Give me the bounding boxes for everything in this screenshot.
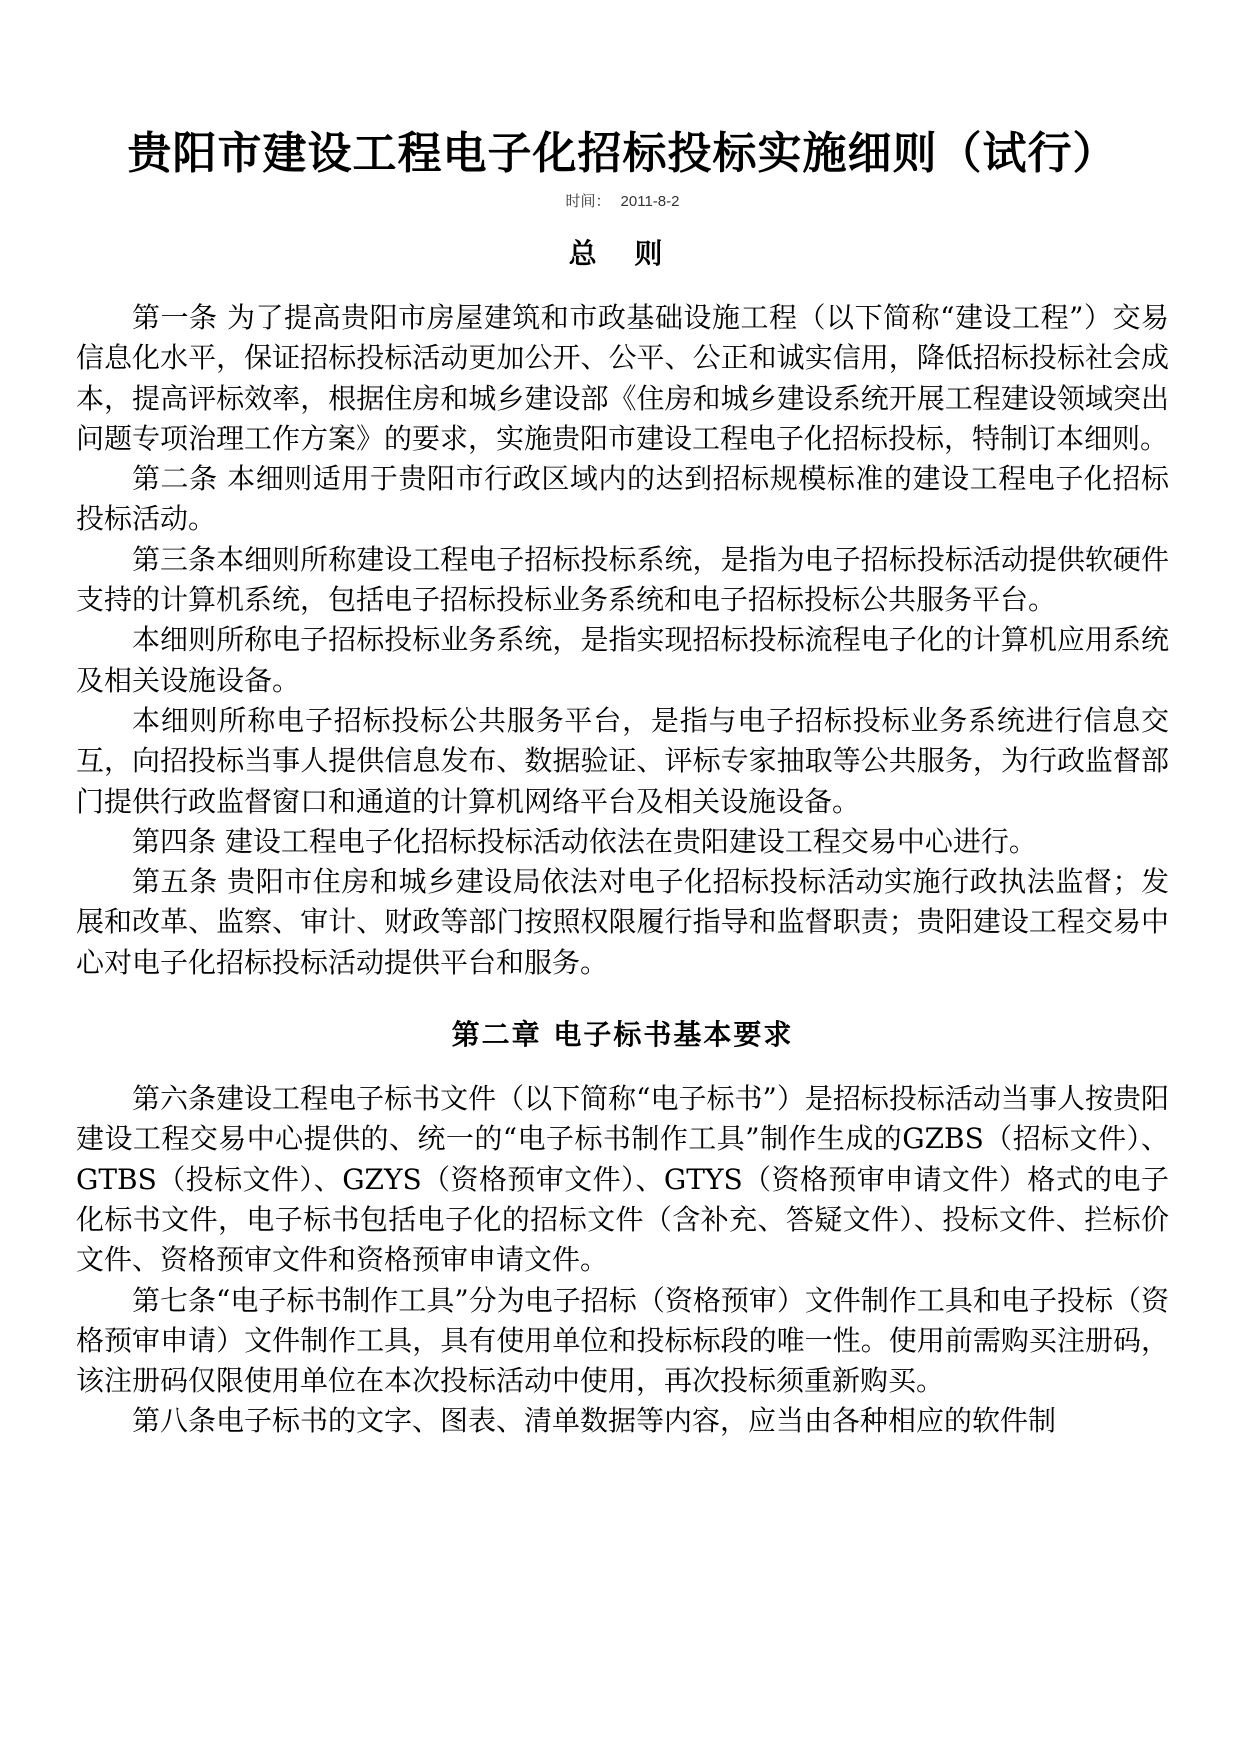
section-general-body [76, 298, 1169, 983]
date-value: 2011-8-2 [620, 193, 680, 210]
article-7-paragraph: 第七条“电子标书制作工具”分为电子招标（资格预审）文件制作工具和电子投标（资格预审申请）文件制作工具，具有使用单位和投标标段的唯一性。使用前需购买注册码，该注册码仅限使用单位在本次投标活动中使用，再次投标须重新购买。 [76, 1283, 1169, 1398]
document-date [76, 192, 1169, 212]
article-2-paragraph: 第二条 本细则适用于贵阳市行政区域内的达到招标规模标准的建设工程电子化招标投标活动。 [76, 462, 1169, 536]
business-system-definition-paragraph: 本细则所称电子招标投标业务系统，是指实现招标投标流程电子化的计算机应用系统及相关设施设备。 [76, 623, 1169, 697]
article-3-paragraph: 第三条本细则所称建设工程电子招标投标系统，是指为电子招标投标活动提供软硬件支持的计算机系统，包括电子招标投标业务系统和电子招标投标公共服务平台。 [76, 542, 1169, 617]
article-1-paragraph: 第一条 为了提高贵阳市房屋建筑和市政基础设施工程（以下简称“建设工程”）交易信息化水平，保证招标投标活动更加公开、公平、公正和诚实信用，降低招标投标社会成本，提高评标效率，根据住房和城乡建设部《住房和城乡建设系统开展工程建设领域突出问题专项治理工作方案》的要求，实施贵阳市建设工程电子化招标投标，特制订本细则。 [76, 301, 1169, 455]
section-heading-general: 总 则 [568, 237, 677, 270]
section-heading-chapter-2: 第二章 电子标书基本要求 [451, 1018, 794, 1052]
public-platform-definition-paragraph: 本细则所称电子招标投标公共服务平台，是指与电子招标投标业务系统进行信息交互，向招投标当事人提供信息发布、数据验证、评标专家抽取等公共服务，为行政监督部门提供行政监督窗口和通道的计算机网络平台及相关设施设备。 [76, 703, 1169, 818]
document-title: 贵阳市建设工程电子化招标投标实施细则（试行） [127, 128, 1118, 179]
article-6-paragraph: 第六条建设工程电子标书文件（以下简称“电子标书”）是招标投标活动当事人按贵阳建设工程交易中心提供的、统一的“电子标书制作工具”制作生成的GZBS（招标文件）、GTBS（投标文件）、GZYS（资格预审文件）、GTYS（资格预审申请文件）格式的电子化标书文件，电子标书包括电子化的招标文件（含补充、答疑文件）、投标文件、拦标价文件、资格预审文件和资格预审申请文件。 [76, 1082, 1169, 1277]
section-chapter-2-body [76, 1079, 1169, 1442]
article-5-paragraph: 第五条 贵阳市住房和城乡建设局依法对电子化招标投标活动实施行政执法监督；发展和改革、监察、审计、财政等部门按照权限履行指导和监督职责；贵阳建设工程交易中心对电子化招标投标活动提供平台和服务。 [76, 865, 1169, 979]
date-label: 时间： [565, 193, 611, 210]
article-8-paragraph: 第八条电子标书的文字、图表、清单数据等内容，应当由各种相应的软件制 [132, 1404, 1057, 1438]
article-4-paragraph: 第四条 建设工程电子化招标投标活动依法在贵阳建设工程交易中心进行。 [132, 824, 1037, 858]
